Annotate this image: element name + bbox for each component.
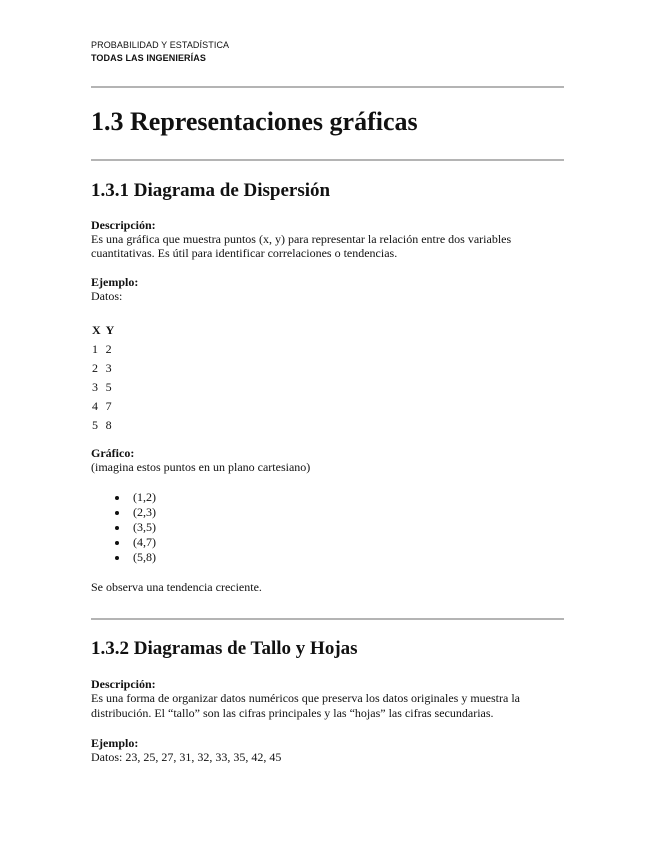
- cell: 5: [105, 380, 112, 394]
- table-row: [90, 359, 117, 378]
- cell: 5: [92, 418, 98, 432]
- description-label: Descripción:: [91, 677, 156, 691]
- subsection-title: 1.3.2 Diagramas de Tallo y Hojas: [91, 638, 358, 659]
- graph-note: (imagina estos puntos en un plano cartesiano): [91, 460, 311, 474]
- cell: 2: [105, 342, 112, 356]
- description-text: cuantitativas. Es útil para identificar correlaciones o tendencias.: [91, 246, 398, 260]
- column-header: X: [92, 323, 101, 337]
- cell: 3: [92, 380, 98, 394]
- cell: 1: [92, 342, 98, 356]
- column-header: Y: [105, 323, 115, 337]
- divider: [91, 86, 564, 88]
- table-header-row: [90, 321, 117, 340]
- table-row: [90, 340, 117, 359]
- section-title: 1.3 Representaciones gráficas: [91, 107, 418, 136]
- points-list: [91, 490, 156, 565]
- cell: 7: [105, 399, 112, 413]
- cell: 3: [105, 361, 112, 375]
- conclusion-text: Se observa una tendencia creciente.: [91, 580, 262, 594]
- description-text: distribución. El “tallo” son las cifras principales y las “hojas” las cifras secundarias.: [91, 706, 494, 720]
- list-item: • (3,5): [129, 520, 156, 535]
- data-label: Datos:: [91, 289, 123, 303]
- table-row: [90, 416, 117, 435]
- data-text: Datos: 23, 25, 27, 31, 32, 33, 35, 42, 45: [91, 750, 282, 764]
- table-row: [90, 397, 117, 416]
- table-row: [90, 378, 117, 397]
- cell: 2: [92, 361, 98, 375]
- divider: [91, 618, 564, 620]
- header-audience: TODAS LAS INGENIERÍAS: [91, 53, 206, 63]
- cell: 4: [92, 399, 98, 413]
- list-item: • (2,3): [129, 505, 156, 520]
- list-item: • (1,2): [129, 490, 156, 505]
- description-label: Descripción:: [91, 218, 156, 232]
- example-label: Ejemplo:: [91, 736, 139, 750]
- subsection-title: 1.3.1 Diagrama de Dispersión: [91, 180, 331, 201]
- cell: 8: [105, 418, 112, 432]
- header-course: PROBABILIDAD Y ESTADÍSTICA: [91, 40, 230, 50]
- data-table: [90, 321, 117, 435]
- example-label: Ejemplo:: [91, 275, 139, 289]
- list-item: • (4,7): [129, 535, 156, 550]
- list-item: • (5,8): [129, 550, 156, 565]
- description-text: Es una gráfica que muestra puntos (x, y) para representar la relación entre dos variables: [91, 232, 512, 246]
- divider: [91, 159, 564, 161]
- description-text: Es una forma de organizar datos numéricos que preserva los datos originales y muestra la: [91, 691, 520, 705]
- graph-label: Gráfico:: [91, 446, 135, 460]
